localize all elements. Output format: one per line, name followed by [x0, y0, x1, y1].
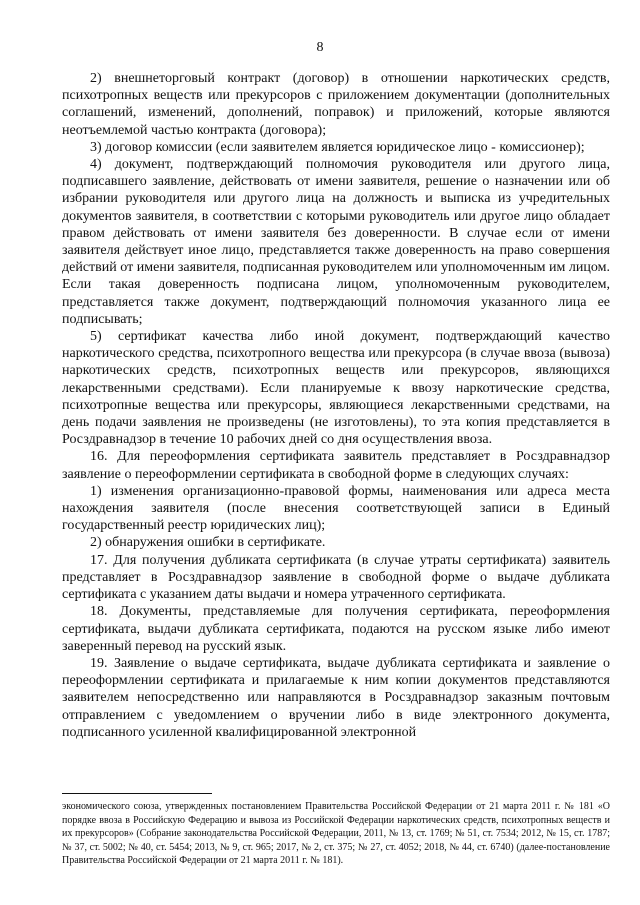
paragraph-16-case-1: 1) изменения организационно-правовой формы, наименования или адреса места нахождения заявителя (после внесения соответствующей записи в Единый государственный реестр юридических лиц); [62, 483, 610, 534]
paragraph-18-language: 18. Документы, представляемые для получения сертификата, переоформления сертификата, выдачи дубликата сертификата, подаются на русском языке либо имеют заверенный перевод на русский язык. [62, 604, 610, 654]
footnote-divider [62, 793, 212, 794]
page-number: 8 [316, 40, 324, 55]
paragraph-19-submission: 19. Заявление о выдаче сертификата, выдаче дубликата сертификата и заявление о переоформлении сертификата и прилагаемые к ним копии документов представляются заявителем непосредственно или направляются в Росздравнадзор заказным почтовым отправлением с уведомлением о вручении либо в виде электронного документа, подписанного усиленной квалифицированной электронной [62, 655, 610, 740]
footnote: экономического союза, утвержденных постановлением Правительства Российской Федерации от 21 марта 2011 г. № 181 «О порядке ввоза в Российскую Федерацию и вывоза из Российской Федерации наркотических средств, психотропных веществ и их прекурсоров» (Собрание законодательства Российской Федерации, 2011, № 13, ст. 1769; № 51, ст. 7534; 2012, № 15, ст. 1787; № 37, ст. 5002; № 40, ст. 5454; 2013, № 9, ст. 965; 2017, № 2, ст. 375; № 27, ст. 4052; 2018, № 44, ст. 6740) (далее-постановление Правительства Российской Федерации от 21 марта 2011 г. № 181). [62, 801, 610, 867]
paragraph-item-3-commission: 3) договор комиссии (если заявителем является юридическое лицо - комиссионер); [90, 139, 585, 155]
paragraph-item-4-authority: 4) документ, подтверждающий полномочия руководителя или другого лица, подписавшего заявление, действовать от имени заявителя, решение о назначении или об избрании руководителя или другого лица на должность и выписка из учредительных документов заявителя, в соответствии с которыми руководитель или другое лицо обладает правом действовать от имени заявителя без доверенности. В случае если от имени заявителя действует иное лицо, представляется также доверенность на право совершения действий от имени заявителя, подписанная руководителем или уполномоченным им лицом. Если такая доверенность подписана лицом, уполномоченным руководителем, представляется также документ, подтверждающий полномочия указанного лица ее подписывать; [62, 157, 610, 327]
paragraph-item-5-quality-certificate: 5) сертификат качества либо иной документ, подтверждающий качество наркотического средства, психотропного вещества или прекурсора (в случае ввоза (вывоза) наркотических средств, психотропных веществ или прекурсоров, являющихся лекарственными средствами). Если планируемые к ввозу наркотические средства, психотропные вещества или прекурсоры, являющиеся лекарственными средствами, на день подачи заявления не произведены (не изготовлены), то эта копия представляется в Росздравнадзор в течение 10 рабочих дней со дня осуществления ввоза. [62, 329, 610, 448]
paragraph-item-2-contract: 2) внешнеторговый контракт (договор) в отношении наркотических средств, психотропных веществ или прекурсоров с приложением документации (дополнительных соглашений, изменений, дополнений, поправок) и приложений, которые являются неотъемлемой частью контракта (договора); [62, 71, 610, 138]
paragraph-17-duplicate: 17. Для получения дубликата сертификата (в случае утраты сертификата) заявитель представляет в Росздравнадзор заявление в свободной форме о выдаче дубликата сертификата с указанием даты выдачи и номера утраченного сертификата. [62, 552, 610, 603]
paragraph-16-reissue: 16. Для переоформления сертификата заявитель представляет в Росздравнадзор заявление о переоформлении сертификата в свободной форме в следующих случаях: [62, 449, 610, 482]
paragraph-16-case-2: 2) обнаружения ошибки в сертификате. [90, 535, 326, 551]
document-body [62, 70, 610, 741]
